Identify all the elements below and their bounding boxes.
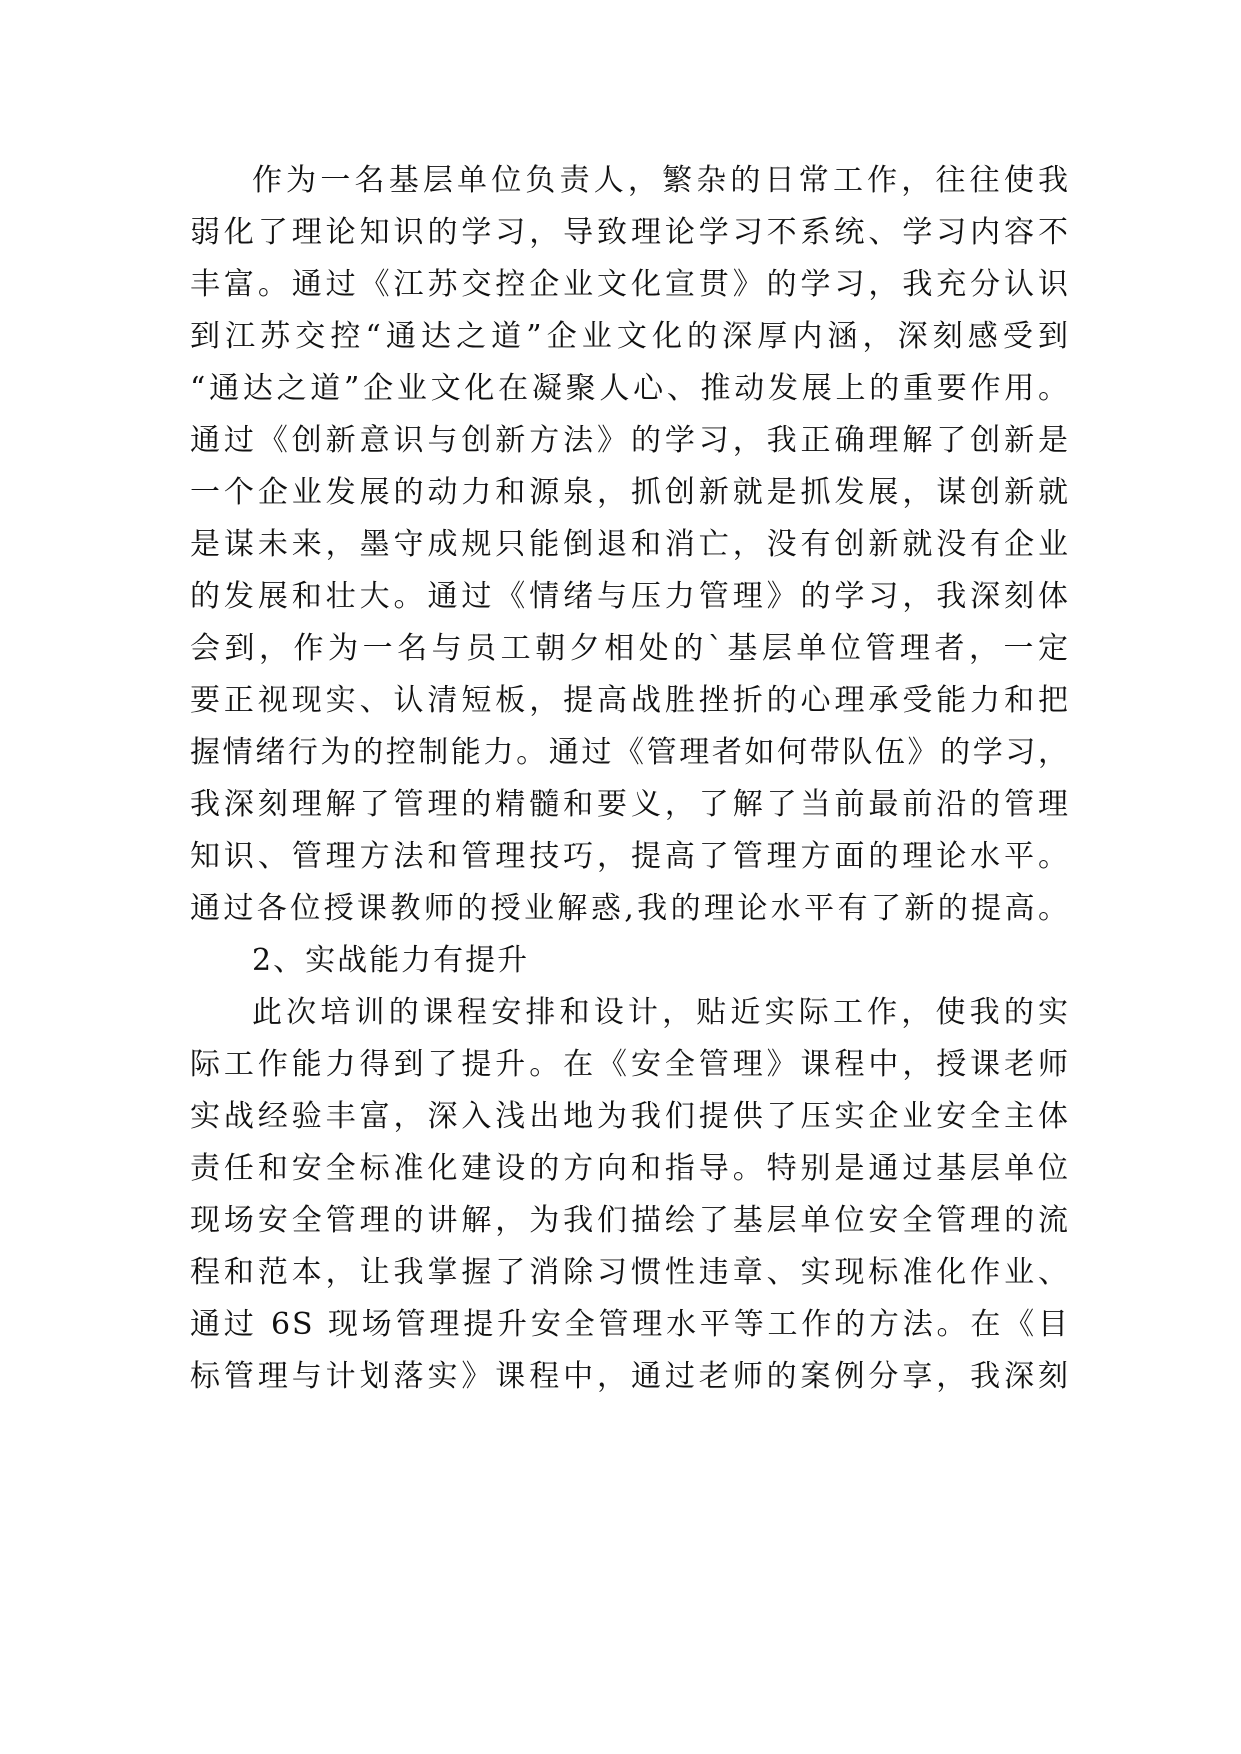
text-line: 作为一名基层单位负责人，繁杂的日常工作，往往使我 [252, 163, 1070, 198]
text-line: 知识、管理方法和管理技巧，提高了管理方面的理论水平。 [190, 839, 1070, 874]
text-line: 的发展和壮大。通过《情绪与压力管理》的学习，我深刻体 [190, 579, 1070, 614]
text-line: “通达之道”企业文化在凝聚人心、推动发展上的重要作用。 [190, 371, 1070, 406]
section-heading: 2、实战能力有提升 [252, 943, 530, 978]
text-line: 责任和安全标准化建设的方向和指导。特别是通过基层单位 [190, 1151, 1070, 1186]
text-line: 通过 6S 现场管理提升安全管理水平等工作的方法。在《目 [190, 1307, 1070, 1342]
text-line: 通过各位授课教师的授业解惑,我的理论水平有了新的提高。 [190, 891, 1070, 926]
text-line: 是谋未来，墨守成规只能倒退和消亡，没有创新就没有企业 [190, 527, 1070, 562]
body-text [190, 155, 1070, 1403]
text-line: 现场安全管理的讲解，为我们描绘了基层单位安全管理的流 [190, 1203, 1070, 1238]
text-line: 会到，作为一名与员工朝夕相处的`基层单位管理者，一定 [190, 631, 1070, 666]
text-line: 实战经验丰富，深入浅出地为我们提供了压实企业安全主体 [190, 1099, 1070, 1134]
text-line: 程和范本，让我掌握了消除习惯性违章、实现标准化作业、 [190, 1255, 1070, 1290]
text-line: 到江苏交控“通达之道”企业文化的深厚内涵，深刻感受到 [190, 319, 1070, 354]
text-line: 握情绪行为的控制能力。通过《管理者如何带队伍》的学习， [190, 735, 1070, 770]
text-line: 一个企业发展的动力和源泉，抓创新就是抓发展，谋创新就 [190, 475, 1070, 510]
text-line: 要正视现实、认清短板，提高战胜挫折的心理承受能力和把 [190, 683, 1070, 718]
text-line: 我深刻理解了管理的精髓和要义，了解了当前最前沿的管理 [190, 787, 1070, 822]
text-line: 标管理与计划落实》课程中，通过老师的案例分享，我深刻 [190, 1359, 1070, 1394]
text-line: 通过《创新意识与创新方法》的学习，我正确理解了创新是 [190, 423, 1070, 458]
text-line: 丰富。通过《江苏交控企业文化宣贯》的学习，我充分认识 [190, 267, 1070, 302]
text-line: 弱化了理论知识的学习，导致理论学习不系统、学习内容不 [190, 215, 1070, 250]
text-line: 此次培训的课程安排和设计，贴近实际工作，使我的实 [252, 995, 1070, 1030]
text-line: 际工作能力得到了提升。在《安全管理》课程中，授课老师 [190, 1047, 1070, 1082]
